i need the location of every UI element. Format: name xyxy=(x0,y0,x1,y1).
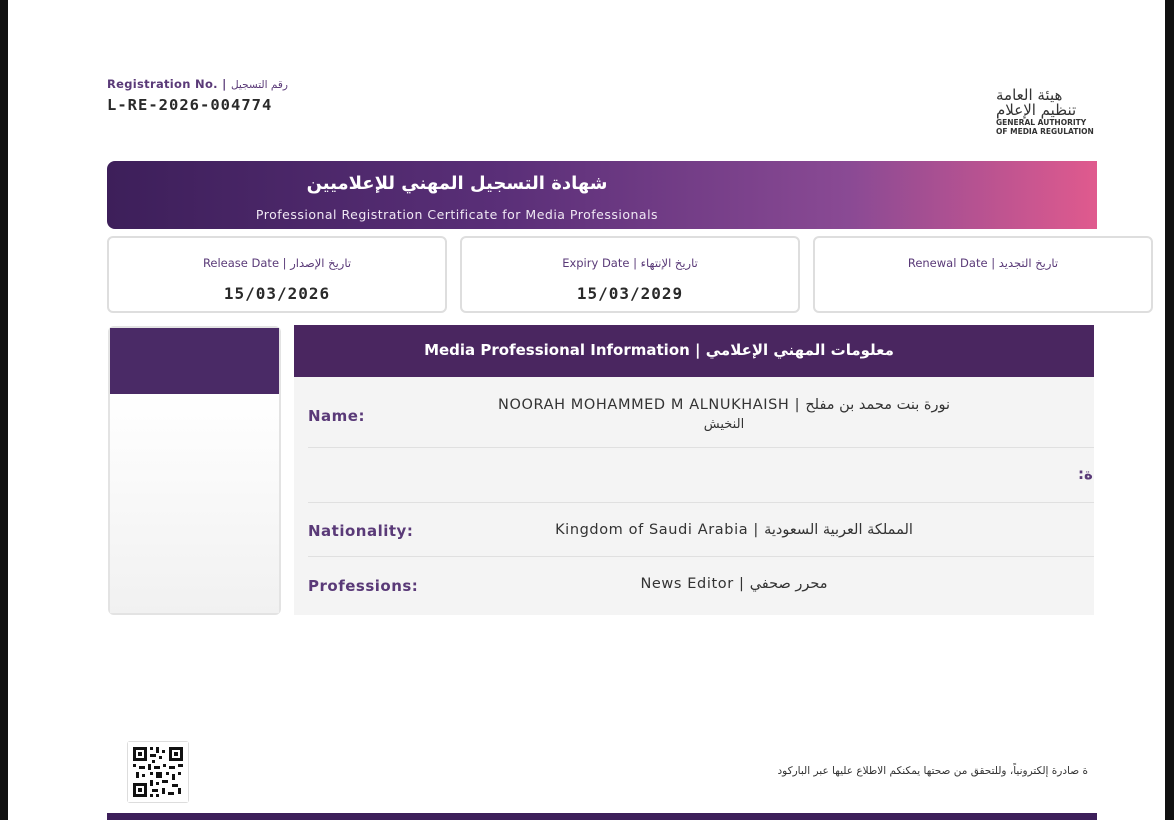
nationality-value: Kingdom of Saudi Arabia | المملكة العربية السعودية xyxy=(555,522,913,538)
photo-header xyxy=(110,328,279,394)
logo-en-line2: OF MEDIA REGULATION xyxy=(996,127,1094,136)
photo-body xyxy=(110,394,279,613)
logo-ar-line1: هيئة العامة xyxy=(996,86,1063,104)
name-value xyxy=(494,395,954,435)
registration-separator: | xyxy=(222,77,227,91)
expiry-date-label: Expiry Date | تاريخ الإنتهاء xyxy=(562,256,698,270)
registration-number: L-RE-2026-004774 xyxy=(107,96,273,114)
info-header-title: Media Professional Information | معلومات المهني الإعلامي xyxy=(424,341,894,359)
name-value-line1: NOORAH MOHAMMED M ALNUKHAISH | نورة بنت محمد بن مفلح xyxy=(498,397,950,413)
verification-note: ة صادرة إلكترونياً، وللتحقق من صحتها يمكنكم الاطلاع عليها عبر الباركود xyxy=(777,765,1088,777)
logo-ar-line2: تنظيم الإعلام xyxy=(996,101,1077,119)
expiry-date-box xyxy=(460,236,800,313)
release-date-value: 15/03/2026 xyxy=(223,284,331,303)
professions-value: News Editor | محرر صحفي xyxy=(640,576,828,592)
registration-label-ar: رقم التسجيل xyxy=(230,79,288,91)
qr-code-icon xyxy=(128,742,188,802)
name-value-line2: النخيش xyxy=(703,417,745,432)
banner-title-en: Professional Registration Certificate for Media Professionals xyxy=(255,207,659,222)
profile-photo xyxy=(108,326,281,615)
banner-title-ar: شهادة التسجيل المهني للإعلاميين xyxy=(306,173,608,194)
renewal-date-label: Renewal Date | تاريخ التجديد xyxy=(907,256,1059,270)
verification-qr-code[interactable] xyxy=(127,741,189,803)
row-divider xyxy=(308,447,1094,448)
expiry-date-value: 15/03/2029 xyxy=(576,284,684,303)
row-divider xyxy=(308,502,1094,503)
certificate-banner xyxy=(107,161,1097,229)
certificate-content xyxy=(8,0,1094,820)
authority-logo xyxy=(996,88,1096,142)
registration-label-en: Registration No. xyxy=(107,77,218,91)
release-date-box xyxy=(107,236,447,313)
name-label: Name: xyxy=(308,407,365,425)
certificate-page xyxy=(8,0,1165,820)
row-divider xyxy=(308,556,1094,557)
professional-info-panel xyxy=(294,325,1094,615)
logo-en-line1: GENERAL AUTHORITY xyxy=(996,118,1087,127)
hidden-row-label: :ة xyxy=(1078,465,1093,483)
info-header xyxy=(294,325,1094,377)
footer-bar xyxy=(107,813,1097,820)
release-date-label: Release Date | تاريخ الإصدار xyxy=(202,256,352,270)
registration-label xyxy=(107,77,288,91)
professions-label: Professions: xyxy=(308,577,419,595)
renewal-date-box xyxy=(813,236,1153,313)
nationality-label: Nationality: xyxy=(308,522,414,540)
